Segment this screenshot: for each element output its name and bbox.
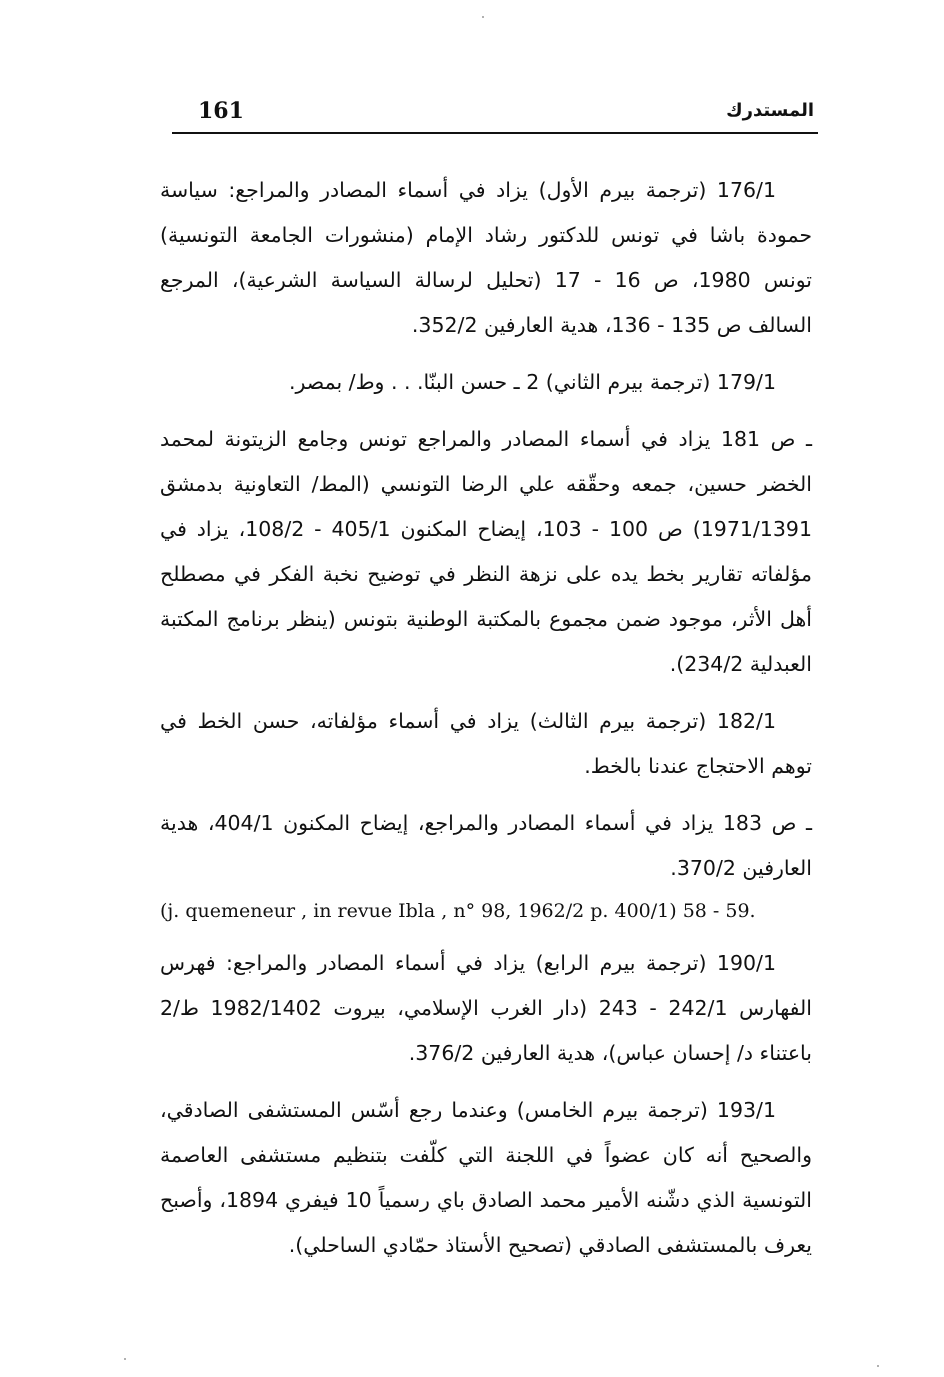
entry-182: 182/1 (ترجمة بيرم الثالث) يزاد في أسماء مؤلفاته، حسن الخط في توهم الاحتجاج عندنا بالخط. bbox=[160, 709, 812, 778]
scan-speck bbox=[877, 1365, 879, 1367]
latin-reference: (j. quemeneur , in revue Ibla , n° 98, 1962/2 p. 400/1) 58 - 59. bbox=[160, 900, 756, 922]
running-head: المستدرك bbox=[726, 100, 814, 121]
entry-183: ـ ص 183 يزاد في أسماء المصادر والمراجع، إيضاح المكنون 404/1، هدية العارفين 370/2. bbox=[160, 811, 812, 880]
page-body bbox=[160, 168, 812, 1280]
entry-193: 193/1 (ترجمة بيرم الخامس) وعندما رجع أسّس المستشفى الصادقي، والصحيح أنه كان عضواً في اللجنة التي كلّفت بتنظيم مستشفى العاصمة التونسية الذي دشّنه الأمير محمد الصادق باي رسمياً 10 فيفري 1894، وأصبح يعرف بالمستشفى الصادقي (تصحيح الأستاذ حمّادي الساحلي). bbox=[160, 1098, 812, 1257]
scan-speck bbox=[124, 1358, 126, 1360]
entry-176: 176/1 (ترجمة بيرم الأول) يزاد في أسماء المصادر والمراجع: سياسة حمودة باشا في تونس للدكتور رشاد الإمام (منشورات الجامعة التونسية) تونس 1980، ص 16 - 17 (تحليل لرسالة السياسة الشرعية)، المرجع السالف ص 135 - 136، هدية العارفين 352/2. bbox=[160, 178, 813, 337]
scan-speck bbox=[482, 16, 484, 18]
page-header bbox=[172, 96, 818, 134]
header-rule bbox=[172, 132, 818, 134]
entry-181: ـ ص 181 يزاد في أسماء المصادر والمراجع تونس وجامع الزيتونة لمحمد الخضر حسين، جمعه وحقّقه علي الرضا التونسي (المط/ التعاونية بدمشق 1971/1391) ص 100 - 103، إيضاح المكنون 405/1 - 108/2، يزاد في مؤلفاته تقارير بخط يده على نزهة النظر في توضيح نخبة الفكر في مصطلح أهل الأثر، موجود ضمن مجموع بالمكتبة الوطنية بتونس (ينظر برنامج المكتبة العبدلية 234/2). bbox=[160, 427, 812, 676]
entry-190: 190/1 (ترجمة بيرم الرابع) يزاد في أسماء المصادر والمراجع: فهرس الفهارس 242/1 - 243 (دار الغرب الإسلامي، بيروت 1982/1402 ط/2 باعتناء د/ إحسان عباس)، هدية العارفين 376/2. bbox=[160, 951, 812, 1065]
entry-179: 179/1 (ترجمة بيرم الثاني) 2 ـ حسن البنّا. . . وط/ بمصر. bbox=[288, 370, 776, 394]
page-number: 161 bbox=[198, 98, 244, 124]
